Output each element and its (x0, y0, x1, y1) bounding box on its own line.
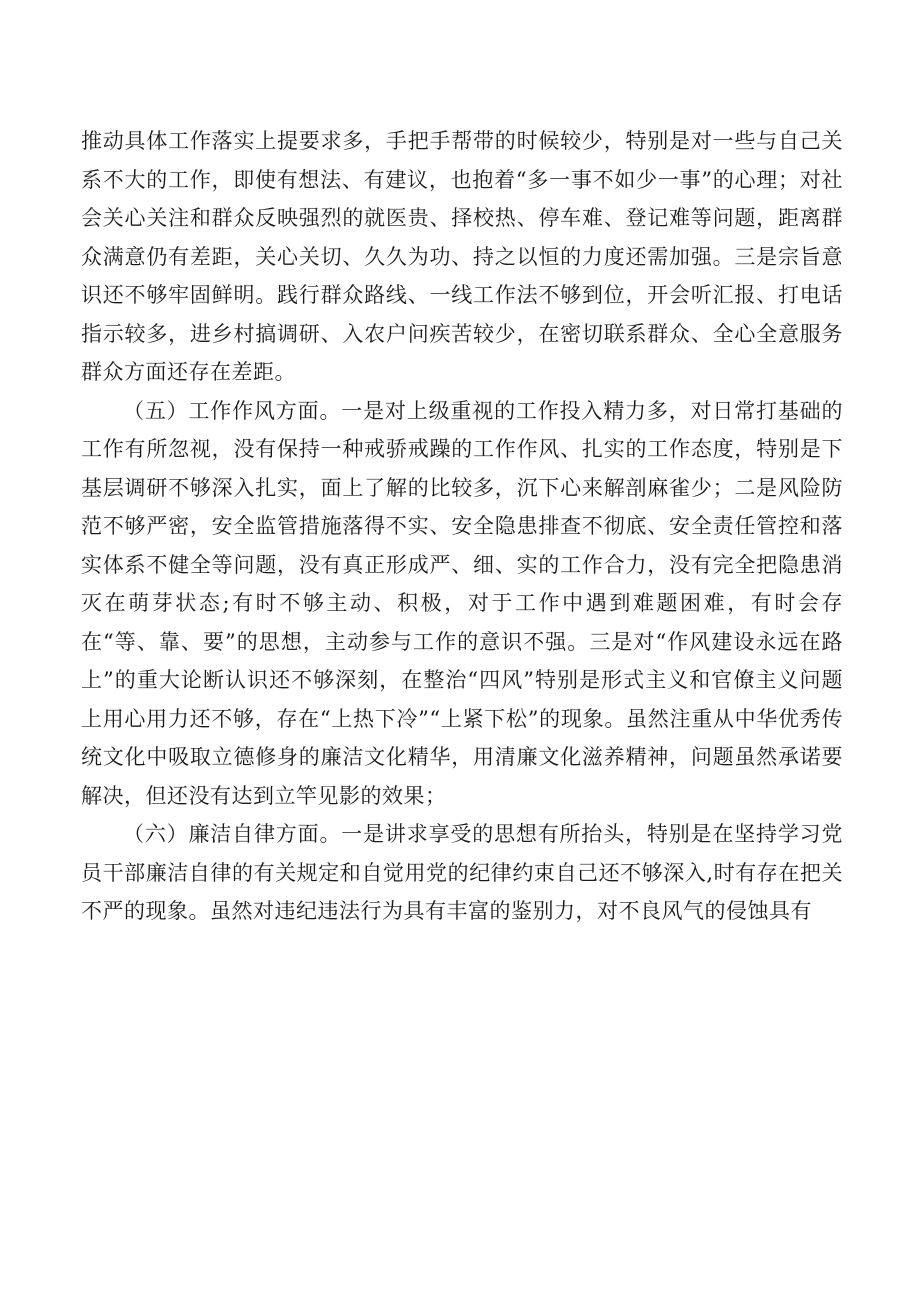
paragraph-continuation: 推动具体工作落实上提要求多，手把手帮带的时候较少，特别是对一些与自己关系不大的工作，即使有想法、有建议，也抱着“多一事不如少一事”的心理；对社会关心关注和群众反映强烈的就医贵、择校热、停车难、登记难等问题，距离群众满意仍有差距，关心关切、久久为功、持之以恒的力度还需加强。三是宗旨意识还不够牢固鲜明。践行群众路线、一线工作法不够到位，开会听汇报、打电话指示较多，进乡村搞调研、入农户问疾苦较少，在密切联系群众、全心全意服务群众方面还存在差距。 (81, 129, 843, 384)
paragraph-integrity: （六）廉洁自律方面。一是讲求享受的思想有所抬头，特别是在坚持学习党员干部廉洁自律的有关规定和自觉用党的纪律约束自己还不够深入,时有存在把关不严的现象。虽然对违纪违法行为具有丰富的鉴别力，对不良风气的侵蚀具有 (81, 822, 843, 923)
paragraph-work-style: （五）工作作风方面。一是对上级重视的工作投入精力多，对日常打基础的工作有所忽视，没有保持一种戒骄戒躁的工作作风、扎实的工作态度，特别是下基层调研不够深入扎实，面上了解的比较多，沉下心来解剖麻雀少；二是风险防范不够严密，安全监管措施落得不实、安全隐患排查不彻底、安全责任管控和落实体系不健全等问题，没有真正形成严、细、实的工作合力，没有完全把隐患消灭在萌芽状态;有时不够主动、积极，对于工作中遇到难题困难，有时会存在“等、靠、要”的思想，主动参与工作的意识不强。三是对“作风建设永远在路上”的重大论断认识还不够深刻，在整治“四风”特别是形式主义和官僚主义问题上用心用力还不够，存在“上热下冷”“上紧下松”的现象。虽然注重从中华优秀传统文化中吸取立德修身的廉洁文化精华，用清廉文化滋养精神，问题虽然承诺要解决，但还没有达到立竿见影的效果； (81, 398, 843, 808)
document-body (81, 122, 843, 931)
